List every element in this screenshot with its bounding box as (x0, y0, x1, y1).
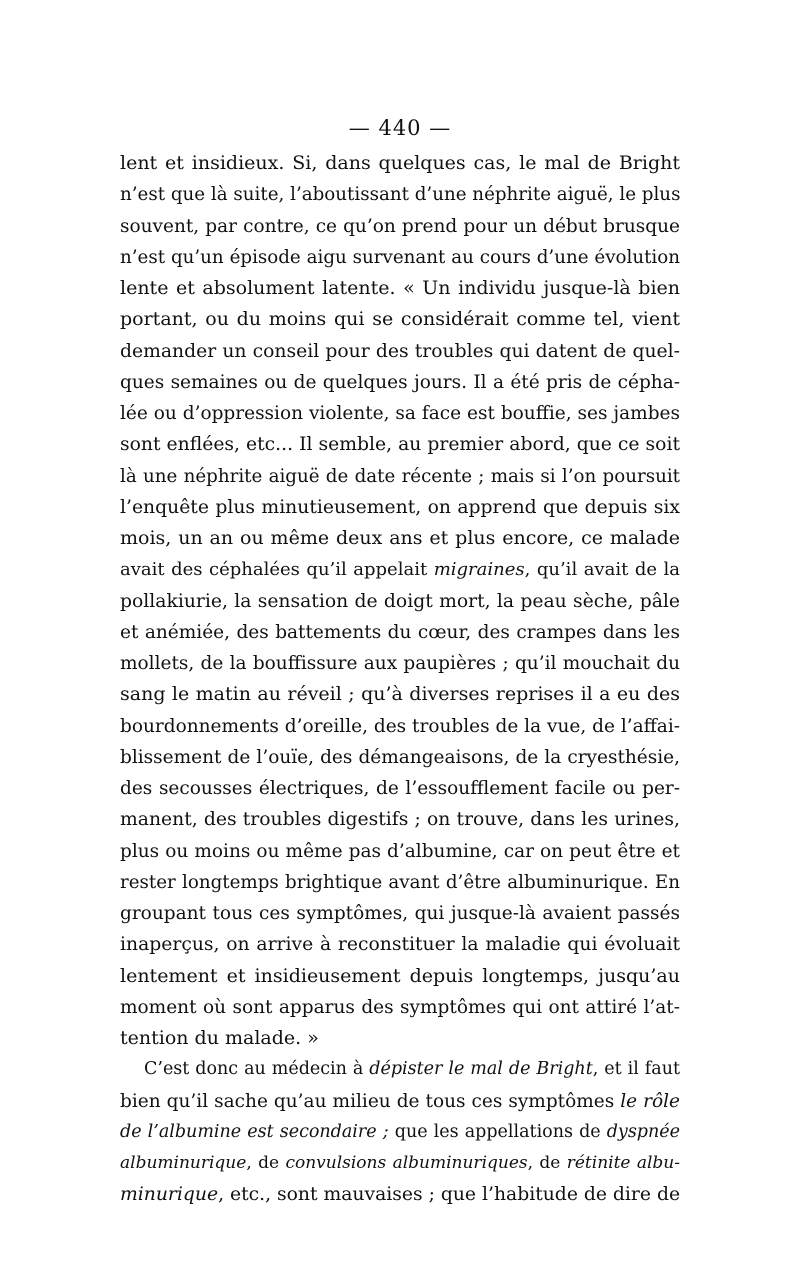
text-line (120, 211, 680, 242)
text-segment: mois, un an ou même deux ans et plus encore, ce malade (120, 527, 680, 549)
text-line (120, 836, 680, 867)
text-segment: lée ou d’oppression violente, sa face est bouffie, ses jambes (120, 403, 680, 424)
italic-text: migraines (433, 559, 525, 581)
text-line (120, 1086, 680, 1117)
text-segment: rester longtemps brightique avant d’être albuminurique. En (120, 871, 680, 893)
text-line (120, 1148, 680, 1179)
italic-text: dyspnée (606, 1121, 680, 1142)
text-line (120, 523, 680, 554)
text-segment: portant, ou du moins qui se considérait comme tel, vient (120, 308, 680, 331)
text-segment: , etc., sont mauvaises ; que l’habitude de dire de (218, 1184, 681, 1206)
text-line (120, 742, 680, 773)
text-segment: C’est donc au médecin à (144, 1059, 370, 1080)
text-line (120, 242, 680, 273)
text-segment: et anémiée, des battements du cœur, des crampes dans les (120, 621, 680, 643)
text-line (120, 711, 680, 742)
italic-text: rétinite albu- (566, 1153, 680, 1173)
italic-text: dépister le mal de Bright (369, 1059, 593, 1080)
text-segment: blissement de l’ouïe, des démangeaisons, de la cryesthésie, (120, 746, 680, 768)
text-line (120, 398, 680, 429)
text-segment: sang le matin au réveil ; qu’à diverses reprises il a eu des (120, 683, 680, 706)
text-line (120, 367, 680, 398)
text-line (120, 429, 680, 460)
text-segment: là une néphrite aiguë de date récente ; mais si l’on poursuit (120, 465, 680, 487)
text-segment: , qu’il avait de la (524, 559, 680, 581)
text-segment: lentement et insidieusement depuis longtemps, jusqu’au (120, 964, 680, 987)
text-line (120, 679, 680, 710)
text-segment: mollets, de la bouffissure aux paupières ; qu’il mouchait du (120, 653, 680, 674)
text-segment: lente et absolument latente. « Un individu jusque-là bien (120, 277, 680, 299)
text-line (120, 773, 680, 804)
text-line (120, 336, 680, 367)
text-segment: sont enflées, etc... Il semble, au premier abord, que ce soit (120, 434, 680, 456)
text-line (120, 179, 680, 210)
text-segment: groupant tous ces symptômes, qui jusque-là avaient passés (120, 903, 680, 924)
text-line (120, 492, 680, 523)
text-line (120, 304, 680, 335)
text-line (120, 461, 680, 492)
text-segment: , de (246, 1153, 286, 1173)
text-line (120, 148, 680, 179)
text-line (120, 929, 680, 960)
italic-text: convulsions albuminuriques (285, 1153, 528, 1173)
text-segment: souvent, par contre, ce qu’on prend pour un début brusque (120, 215, 680, 237)
text-segment: plus ou moins ou même pas d’albumine, car on peut être et (120, 840, 680, 862)
italic-text: minurique (120, 1184, 219, 1206)
text-line (120, 867, 680, 898)
text-segment: des secousses électriques, de l’essoufflement facile ou per- (120, 778, 680, 799)
text-segment: bourdonnements d’oreille, des troubles de la vue, de l’affai- (120, 715, 680, 737)
text-segment: lent et insidieux. Si, dans quelques cas, le mal de Bright (120, 152, 680, 174)
text-segment: que les appellations de (388, 1121, 607, 1142)
text-line (120, 1054, 680, 1085)
text-line (120, 554, 680, 585)
italic-text: albuminurique (120, 1153, 247, 1173)
page-number: — 440 — (348, 116, 452, 140)
text-segment: demander un conseil pour des troubles qui datent de quel- (120, 340, 680, 362)
text-segment: moment où sont apparus des symptômes qui ont attiré l’at- (120, 996, 680, 1018)
text-line (120, 648, 680, 679)
text-line (120, 961, 680, 992)
text-segment: pollakiurie, la sensation de doigt mort, la peau sèche, pâle (120, 590, 680, 612)
text-line (120, 586, 680, 617)
text-segment: n’est que là suite, l’aboutissant d’une néphrite aiguë, le plus (120, 184, 681, 206)
text-line (120, 1117, 680, 1148)
text-line (120, 1023, 680, 1054)
text-segment: n’est qu’un épisode aigu survenant au cours d’une évolution (120, 246, 680, 268)
text-line (120, 1179, 680, 1210)
text-segment: inaperçus, on arrive à reconstituer la maladie qui évoluait (120, 934, 680, 956)
text-segment: l’enquête plus minutieusement, on apprend que depuis six (120, 496, 680, 518)
text-segment: tention du malade. » (120, 1027, 319, 1049)
italic-text: de l’albumine est secondaire ; (120, 1121, 389, 1142)
text-line (120, 617, 680, 648)
text-line (120, 898, 680, 929)
text-segment: bien qu’il sache qu’au milieu de tous ces symptômes (120, 1090, 621, 1112)
text-line (120, 992, 680, 1023)
text-segment: avait des céphalées qu’il appelait (120, 559, 434, 581)
text-line (120, 273, 680, 304)
text-segment: , et il faut (592, 1059, 680, 1080)
text-segment: manent, des troubles digestifs ; on trouve, dans les urines, (120, 809, 680, 831)
body-text (120, 148, 680, 1211)
text-line (120, 804, 680, 835)
text-segment: ques semaines ou de quelques jours. Il a été pris de cépha- (120, 371, 680, 393)
italic-text: le rôle (620, 1090, 681, 1112)
text-segment: , de (527, 1153, 567, 1173)
